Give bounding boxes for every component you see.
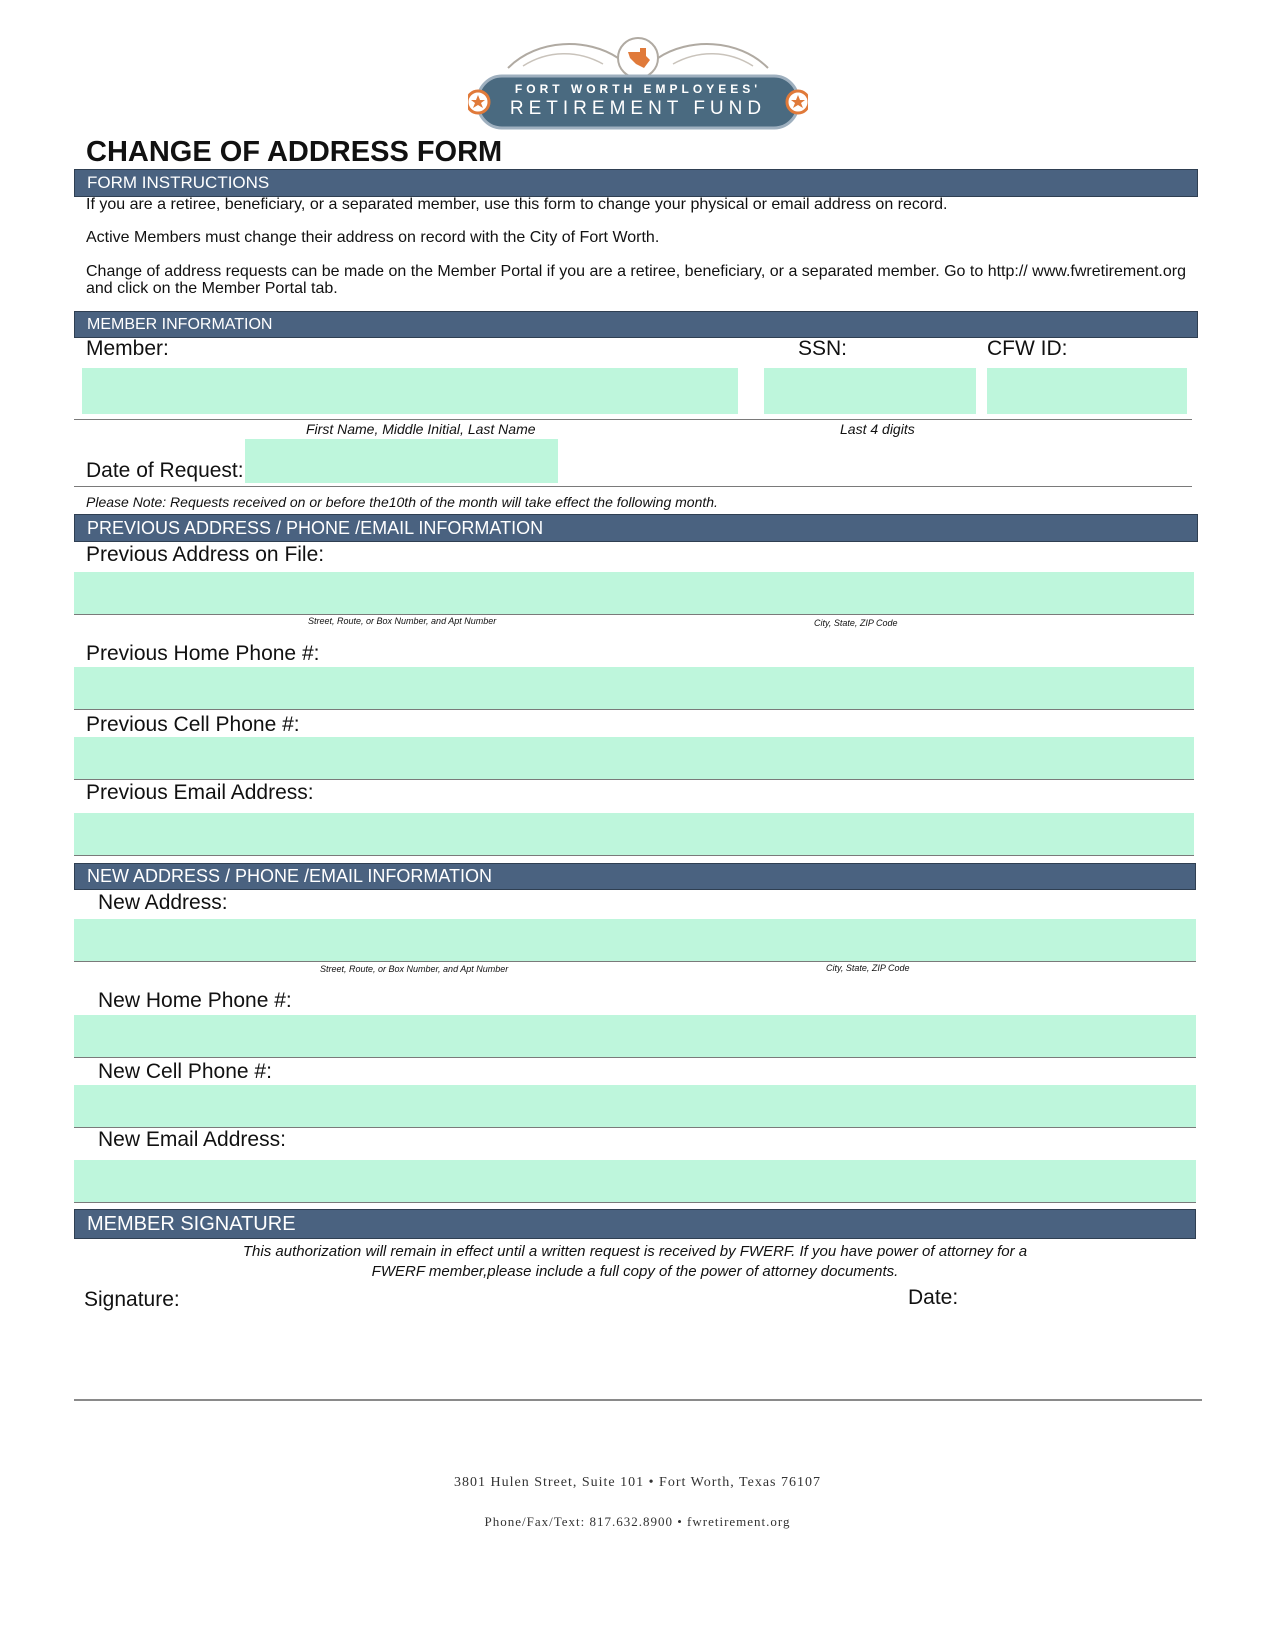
logo-line1: FORT WORTH EMPLOYEES' [514, 82, 762, 96]
divider [74, 1202, 1196, 1203]
ssn-field[interactable] [764, 368, 976, 414]
cfw-id-label: CFW ID: [987, 337, 1068, 360]
new-cell-phone-field[interactable] [74, 1085, 1196, 1127]
logo [468, 28, 808, 132]
section-header-previous: PREVIOUS ADDRESS / PHONE /EMAIL INFORMATION [74, 514, 1198, 542]
new-home-phone-label: New Home Phone #: [98, 989, 292, 1012]
new-home-phone-field[interactable] [74, 1015, 1196, 1057]
divider [74, 486, 1192, 487]
new-street-hint: Street, Route, or Box Number, and Apt Number [320, 964, 509, 974]
member-name-field[interactable] [82, 368, 738, 414]
previous-city-hint: City, State, ZIP Code [814, 618, 898, 628]
divider [74, 709, 1194, 710]
date-of-request-field[interactable] [245, 439, 558, 483]
divider [74, 961, 1196, 962]
previous-home-phone-label: Previous Home Phone #: [86, 642, 320, 665]
previous-email-label: Previous Email Address: [86, 781, 314, 804]
divider [74, 614, 1194, 615]
signature-field[interactable] [74, 1310, 904, 1398]
instruction-p3: Change of address requests can be made on the Member Portal if you are a retiree, beneficiary, or a separated member. Go to http:// www.fwretirement.org and click on the Member Portal tab. [86, 263, 1186, 297]
previous-email-field[interactable] [74, 813, 1194, 855]
page-title: CHANGE OF ADDRESS FORM [86, 136, 503, 168]
new-email-label: New Email Address: [98, 1128, 286, 1151]
member-label: Member: [86, 337, 169, 360]
previous-address-label: Previous Address on File: [86, 543, 325, 566]
section-header-member-info: MEMBER INFORMATION [74, 311, 1198, 338]
divider [74, 779, 1194, 780]
logo-line2: RETIREMENT FUND [509, 98, 767, 119]
date-of-request-label: Date of Request: [86, 459, 244, 482]
section-header-signature: MEMBER SIGNATURE [74, 1209, 1196, 1239]
footer-address: 3801 Hulen Street, Suite 101 • Fort Worth, Texas 76107 [454, 1475, 821, 1490]
signature-date-label: Date: [908, 1286, 959, 1309]
previous-street-hint: Street, Route, or Box Number, and Apt Number [308, 616, 497, 626]
divider [74, 855, 1194, 856]
divider [74, 419, 1192, 420]
new-address-field[interactable] [74, 919, 1196, 961]
previous-home-phone-field[interactable] [74, 667, 1194, 709]
instruction-p2: Active Members must change their address on record with the City of Fort Worth. [86, 229, 660, 246]
previous-address-field[interactable] [74, 572, 1194, 614]
ssn-label: SSN: [798, 337, 848, 360]
section-header-instructions: FORM INSTRUCTIONS [74, 169, 1198, 197]
signature-line [74, 1399, 1202, 1401]
cfw-id-field[interactable] [987, 368, 1187, 414]
request-note: Please Note: Requests received on or before the10th of the month will take effect the following month. [86, 494, 718, 510]
new-email-field[interactable] [74, 1160, 1196, 1202]
footer-contact: Phone/Fax/Text: 817.632.8900 • fwretirement.org [484, 1514, 791, 1529]
previous-cell-phone-label: Previous Cell Phone #: [86, 713, 300, 736]
new-cell-phone-label: New Cell Phone #: [98, 1060, 272, 1083]
new-address-label: New Address: [98, 891, 228, 914]
previous-cell-phone-field[interactable] [74, 737, 1194, 779]
ssn-hint: Last 4 digits [840, 421, 915, 437]
instruction-p1: If you are a retiree, beneficiary, or a separated member, use this form to change your physical or email address on record. [86, 196, 948, 213]
signature-note-line1: This authorization will remain in effect until a written request is received by FWERF. If you have power of attorney for a [242, 1243, 1028, 1260]
signature-note-line2: FWERF member,please include a full copy of the power of attorney documents. [371, 1263, 899, 1280]
divider [74, 1057, 1196, 1058]
new-city-hint: City, State, ZIP Code [826, 963, 910, 973]
signature-date-field[interactable] [904, 1310, 1202, 1398]
member-name-hint: First Name, Middle Initial, Last Name [306, 421, 536, 437]
signature-label: Signature: [84, 1288, 180, 1311]
section-header-new: NEW ADDRESS / PHONE /EMAIL INFORMATION [74, 863, 1196, 890]
